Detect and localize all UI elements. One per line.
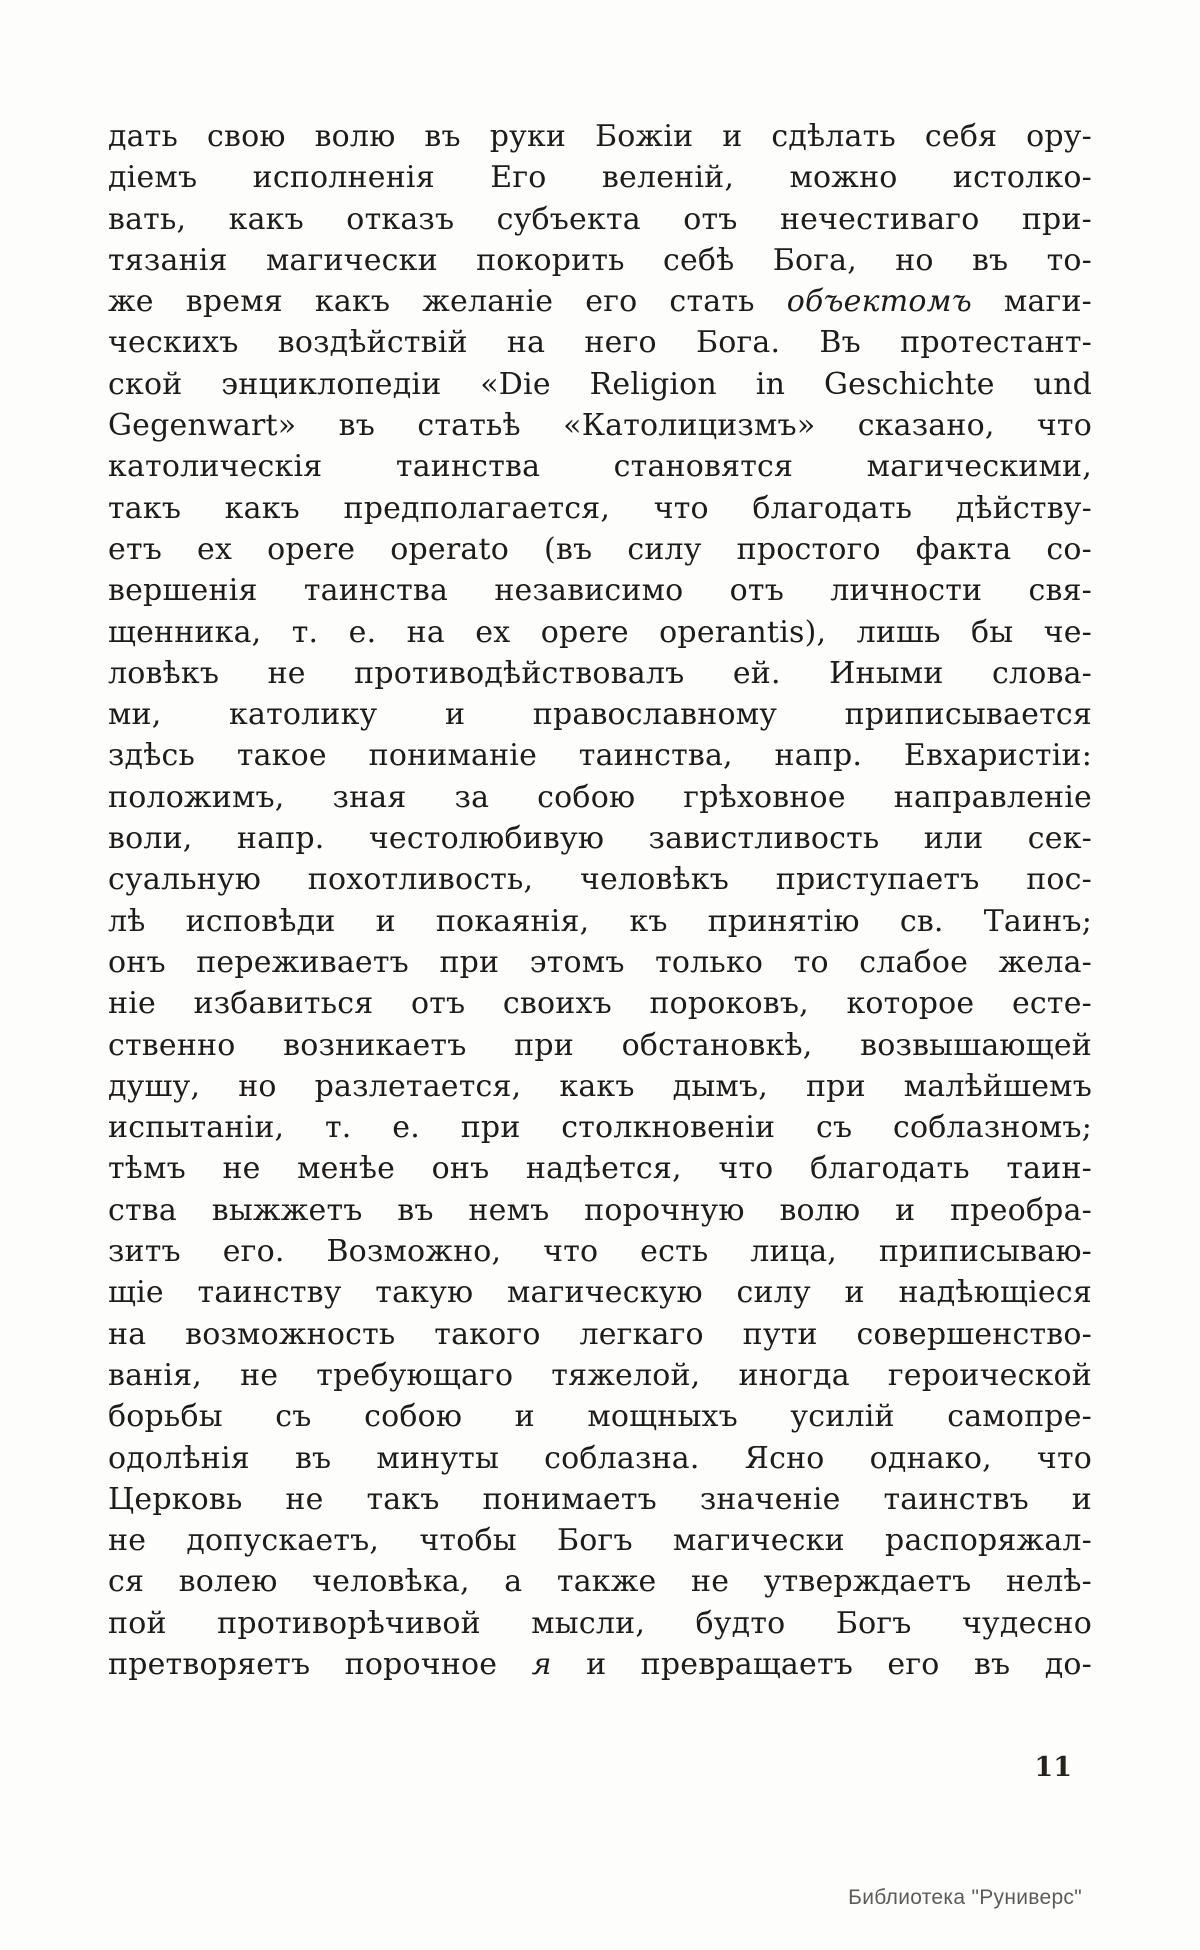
text-line: здѣсь такое пониманіе таинства, напр. Евхаристіи: xyxy=(108,738,1092,774)
text-line: суальную похотливость, человѣкъ приступаетъ пос- xyxy=(108,862,1092,898)
text-line: діемъ исполненія Его веленій, можно истолко- xyxy=(108,160,1092,196)
text-line: дать свою волю въ руки Божіи и сдѣлать себя ору- xyxy=(108,119,1092,154)
text-line: тязанія магически покорить себѣ Бога, но въ то- xyxy=(108,242,1092,278)
text-line: ніе избавиться отъ своихъ пороковъ, которое есте- xyxy=(108,986,1092,1022)
text-line: лѣ исповѣди и покаянія, къ принятію св. Таинъ; xyxy=(108,903,1092,939)
text-line: ловѣкъ не противодѣйствовалъ ей. Иными слова- xyxy=(108,655,1092,691)
text-line: Церковь не такъ понимаетъ значеніе таинствъ и xyxy=(108,1481,1092,1517)
text-line: тѣмъ не менѣе онъ надѣется, что благодать таин- xyxy=(108,1151,1092,1187)
text-line: одолѣнія въ минуты соблазна. Ясно однако, что xyxy=(108,1440,1092,1476)
text-line: ми, католику и православному приписывается xyxy=(108,697,1092,733)
text-line: такъ какъ предполагается, что благодать дѣйству- xyxy=(108,490,1092,526)
text-line: ской энциклопедіи «Die Religion in Geschichte und xyxy=(108,366,1092,402)
text-line: католическія таинства становятся магическими, xyxy=(108,449,1092,485)
text-line: онъ переживаетъ при этомъ только то слабое жела- xyxy=(108,944,1092,980)
text-line: на возможность такого легкаго пути совершенство- xyxy=(108,1316,1092,1352)
text-line: претворяетъ порочное я и превращаетъ его въ до- xyxy=(108,1646,1092,1682)
text-line: борьбы съ собою и мощныхъ усилій самопре- xyxy=(108,1399,1092,1435)
text-line: ства выжжетъ въ немъ порочную волю и преобра- xyxy=(108,1192,1092,1228)
text-line: ческихъ воздѣйствій на него Бога. Въ протестант- xyxy=(108,325,1092,361)
text-line: ся волею человѣка, а также не утверждаетъ нелѣ- xyxy=(108,1564,1092,1600)
text-line: испытаніи, т. е. при столкновеніи съ соблазномъ; xyxy=(108,1110,1092,1146)
text-line: зитъ его. Возможно, что есть лица, приписываю- xyxy=(108,1234,1092,1270)
text-line: не допускаетъ, чтобы Богъ магически распоряжал- xyxy=(108,1523,1092,1559)
text-block xyxy=(108,116,1092,1685)
page-number: 11 xyxy=(1034,1752,1072,1783)
text-line: щенника, т. е. на ex opere operantis), лишь бы че- xyxy=(108,614,1092,650)
text-line: ственно возникаетъ при обстановкѣ, возвышающей xyxy=(108,1027,1092,1063)
text-line: душу, но разлетается, какъ дымъ, при малѣйшемъ xyxy=(108,1068,1092,1104)
text-line: щіе таинству такую магическую силу и надѣющіеся xyxy=(108,1275,1092,1311)
text-line: вершенія таинства независимо отъ личности свя- xyxy=(108,573,1092,609)
watermark: Библиотека "Руниверс" xyxy=(848,1886,1082,1909)
text-line: же время какъ желаніе его стать объектомъ маги- xyxy=(108,284,1093,320)
text-line: ванія, не требующаго тяжелой, иногда героической xyxy=(108,1357,1092,1393)
text-line: пой противорѣчивой мысли, будто Богъ чудесно xyxy=(108,1605,1092,1641)
text-line: воли, напр. честолюбивую завистливость или сек- xyxy=(108,821,1092,857)
text-line: положимъ, зная за собою грѣховное направленіе xyxy=(108,779,1092,815)
text-line: етъ ex opere operato (въ силу простого факта со- xyxy=(108,531,1092,567)
text-line: вать, какъ отказъ субъекта отъ нечестиваго при- xyxy=(108,201,1092,237)
text-line: Gegenwart» въ статьѣ «Католицизмъ» сказано, что xyxy=(108,408,1092,444)
